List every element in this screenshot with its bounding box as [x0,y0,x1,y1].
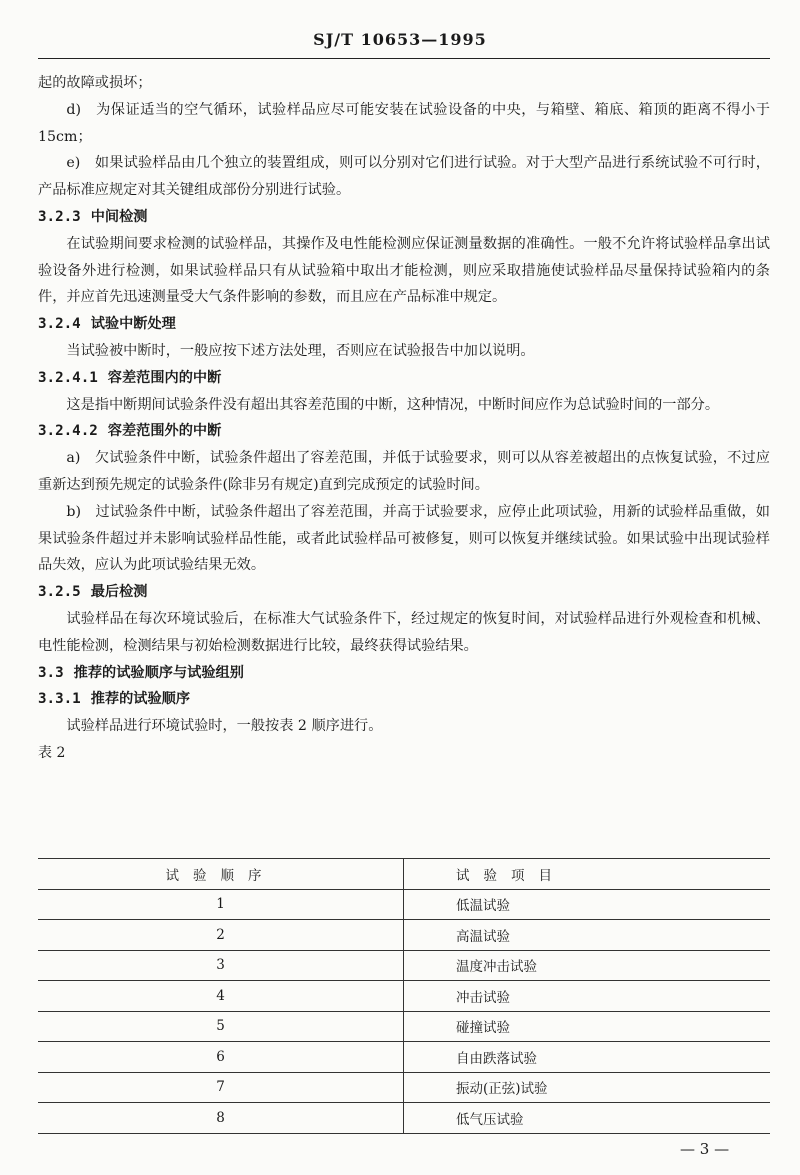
section-3-3-heading [38,660,770,687]
section-3-3-1-heading [38,686,770,713]
section-number: 3.2.5 [38,584,81,601]
item-cell: 振动(正弦)试验 [404,1072,771,1103]
section-3-2-4-1-text: 这是指中断期间试验条件没有超出其容差范围的中断，这种情况，中断时间应作为总试验时间的一部分。 [66,396,720,413]
item-b: b) 过试验条件中断，试验条件超出了容差范围，并高于试验要求，应停止此项试验，用新的试验样品重做，如果试验条件超过并未影响试验样品性能，或者此试验样品可被修复，则可以恢复并继续试验。如果试验中出现试验样品失效，应认为此项试验结果无效。 [38,503,770,574]
section-title: 中间检测 [90,208,148,225]
order-cell: 2 [38,920,404,951]
table-header-row [38,859,770,890]
item-cell: 冲击试验 [404,981,771,1012]
column-header-order: 试验顺序 [38,859,404,890]
item-cell: 低温试验 [404,889,771,920]
section-3-2-5-heading [38,579,770,606]
table-row [38,950,770,981]
section-3-2-3-heading [38,204,770,231]
column-header-item: 试验项目 [404,859,771,890]
table-row [38,1011,770,1042]
section-number: 3.3 [38,664,64,681]
document-body [38,70,770,767]
order-cell: 4 [38,981,404,1012]
table-caption: 表 2 [38,744,66,761]
order-cell: 3 [38,950,404,981]
section-3-2-5-text: 试验样品在每次环境试验后，在标准大气试验条件下，经过规定的恢复时间，对试验样品进行外观检查和机械、电性能检测，检测结果与初始检测数据进行比较，最终获得试验结果。 [38,610,770,654]
order-cell: 8 [38,1103,404,1134]
item-cell: 温度冲击试验 [404,950,771,981]
section-title: 推荐的试验顺序 [90,691,191,708]
test-sequence-table [38,858,770,1134]
section-title: 容差范围外的中断 [107,423,222,440]
header-rule [38,58,770,59]
item-a: a) 欠试验条件中断，试验条件超出了容差范围，并低于试验要求，则可以从容差被超出的点恢复试验，不过应重新达到预先规定的试验条件(除非另有规定)直到完成预定的试验时间。 [38,450,770,493]
item-cell: 低气压试验 [404,1103,771,1134]
table-row [38,889,770,920]
section-3-2-4-2-heading [38,418,770,445]
section-title: 最后检测 [90,584,148,601]
item-cell: 碰撞试验 [404,1011,771,1042]
paragraph-continuation: 起的故障或损坏； [38,75,152,91]
section-number: 3.3.1 [38,691,81,708]
order-cell: 5 [38,1011,404,1042]
table-row [38,920,770,951]
table-row [38,1042,770,1073]
item-cell: 高温试验 [404,920,771,951]
section-number: 3.2.4.2 [38,423,98,440]
page-number: — 3 — [680,1140,730,1158]
section-title: 试验中断处理 [90,316,176,333]
section-title: 容差范围内的中断 [107,369,222,386]
standard-number-header: SJ/T 10653—1995 [313,30,487,49]
order-cell: 6 [38,1042,404,1073]
section-number: 3.2.3 [38,208,81,225]
table-row [38,1072,770,1103]
section-3-3-1-text: 试验样品进行环境试验时，一般按表 2 顺序进行。 [66,718,383,735]
section-title: 推荐的试验顺序与试验组别 [73,664,244,681]
order-cell: 1 [38,889,404,920]
table-row [38,981,770,1012]
section-number: 3.2.4.1 [38,369,98,386]
section-3-2-4-text: 当试验被中断时，一般应按下述方法处理，否则应在试验报告中加以说明。 [66,342,535,359]
table-row [38,1103,770,1134]
item-cell: 自由跌落试验 [404,1042,771,1073]
section-3-2-3-text: 在试验期间要求检测的试验样品，其操作及电性能检测应保证测量数据的准确性。一般不允许将试验样品拿出试验设备外进行检测，如果试验样品只有从试验箱中取出才能检测，则应采取措施使试验样品尽量保持试验箱内的条件，并应首先迅速测量受大气条件影响的参数，而且应在产品标准中规定。 [38,235,770,306]
order-cell: 7 [38,1072,404,1103]
section-3-2-4-heading [38,311,770,338]
section-number: 3.2.4 [38,316,81,333]
item-e: e) 如果试验样品由几个独立的装置组成，则可以分别对它们进行试验。对于大型产品进行系统试验不可行时，产品标准应规定对其关键组成部份分别进行试验。 [38,155,770,199]
item-d: d) 为保证适当的空气循环，试验样品应尽可能安装在试验设备的中央，与箱壁、箱底、箱顶的距离不得小于 15cm； [38,101,770,145]
section-3-2-4-1-heading [38,365,770,392]
